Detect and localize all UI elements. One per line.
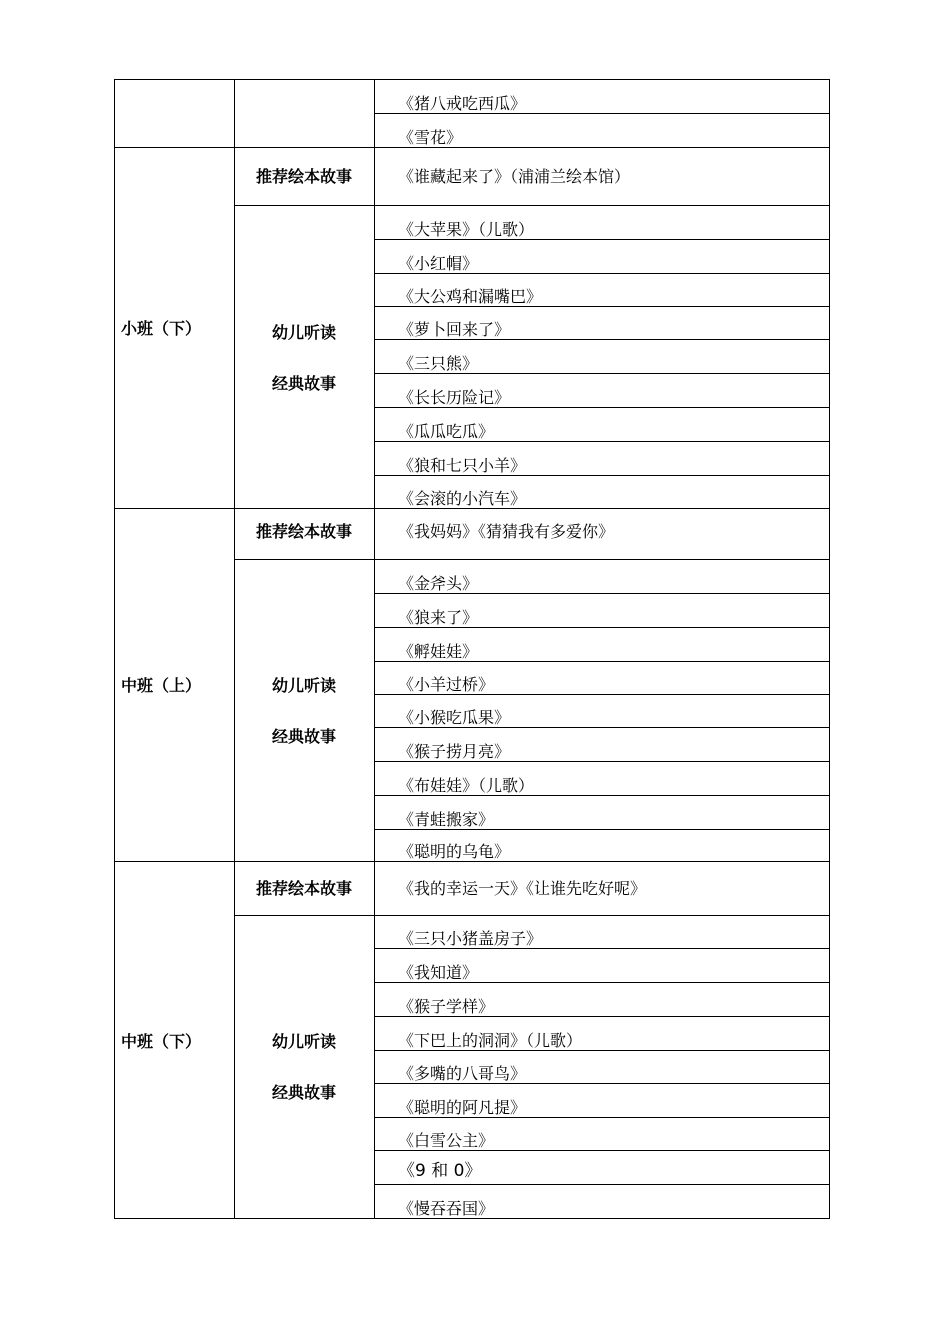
story-title: 《慢吞吞国》 (398, 1199, 495, 1218)
story-title: 《金斧头》 (398, 574, 479, 593)
class-level: 小班（下） (121, 319, 202, 338)
listening-label-line2: 经典故事 (271, 374, 336, 393)
row-divider (234, 205, 830, 206)
story-title: 《布娃娃》（儿歌） (398, 776, 535, 795)
story-title: 《猴子捞月亮》 (398, 742, 511, 761)
story-title: 《9 和 0》 (398, 1161, 482, 1181)
story-title: 《大苹果》（儿歌） (398, 220, 535, 239)
class-level: 中班（下） (121, 1032, 202, 1051)
story-title: 《猪八戒吃西瓜》 (398, 94, 527, 113)
story-title: 《孵娃娃》 (398, 642, 479, 661)
recommended-books: 《我的幸运一天》《让谁先吃好呢》 (398, 879, 647, 898)
listening-label-line2: 经典故事 (271, 727, 336, 746)
listening-label-line1: 幼儿听读 (271, 676, 336, 695)
story-title: 《雪花》 (398, 128, 463, 147)
table-border-left (114, 79, 115, 1219)
recommended-label: 推荐绘本故事 (255, 167, 352, 186)
section-divider (114, 147, 830, 148)
recommended-books: 《我妈妈》《猜猜我有多爱你》 (398, 522, 615, 541)
recommended-label: 推荐绘本故事 (255, 879, 352, 898)
story-title: 《小羊过桥》 (398, 675, 495, 694)
story-title: 《大公鸡和漏嘴巴》 (398, 287, 543, 306)
story-title: 《瓜瓜吃瓜》 (398, 422, 495, 441)
story-title: 《聪明的阿凡提》 (398, 1098, 527, 1117)
table-border-right (829, 79, 830, 1219)
row-divider (234, 915, 830, 916)
story-title: 《小猴吃瓜果》 (398, 708, 511, 727)
story-title: 《三只小猪盖房子》 (398, 929, 543, 948)
story-title: 《三只熊》 (398, 354, 479, 373)
item-divider (374, 1184, 830, 1185)
row-divider (234, 559, 830, 560)
story-title: 《多嘴的八哥鸟》 (398, 1064, 527, 1083)
column-divider-2 (374, 79, 375, 1219)
recommended-books: 《谁藏起来了》（浦浦兰绘本馆） (398, 167, 631, 186)
story-title: 《青蛙搬家》 (398, 810, 495, 829)
listening-label-line1: 幼儿听读 (271, 323, 336, 342)
table-border-top (114, 79, 830, 80)
story-title: 《狼和七只小羊》 (398, 456, 527, 475)
story-title: 《长长历险记》 (398, 388, 511, 407)
story-title: 《聪明的乌龟》 (398, 842, 511, 861)
story-title: 《狼来了》 (398, 608, 479, 627)
story-title: 《白雪公主》 (398, 1131, 495, 1150)
recommended-label: 推荐绘本故事 (255, 522, 352, 541)
listening-label-line1: 幼儿听读 (271, 1032, 336, 1051)
class-level: 中班（上） (121, 676, 202, 695)
story-title: 《会滚的小汽车》 (398, 489, 527, 508)
story-title: 《萝卜回来了》 (398, 320, 511, 339)
story-title: 《小红帽》 (398, 254, 479, 273)
listening-label-line2: 经典故事 (271, 1083, 336, 1102)
story-title: 《我知道》 (398, 963, 479, 982)
story-title: 《下巴上的洞洞》（儿歌） (398, 1031, 583, 1050)
story-title: 《猴子学样》 (398, 997, 495, 1016)
